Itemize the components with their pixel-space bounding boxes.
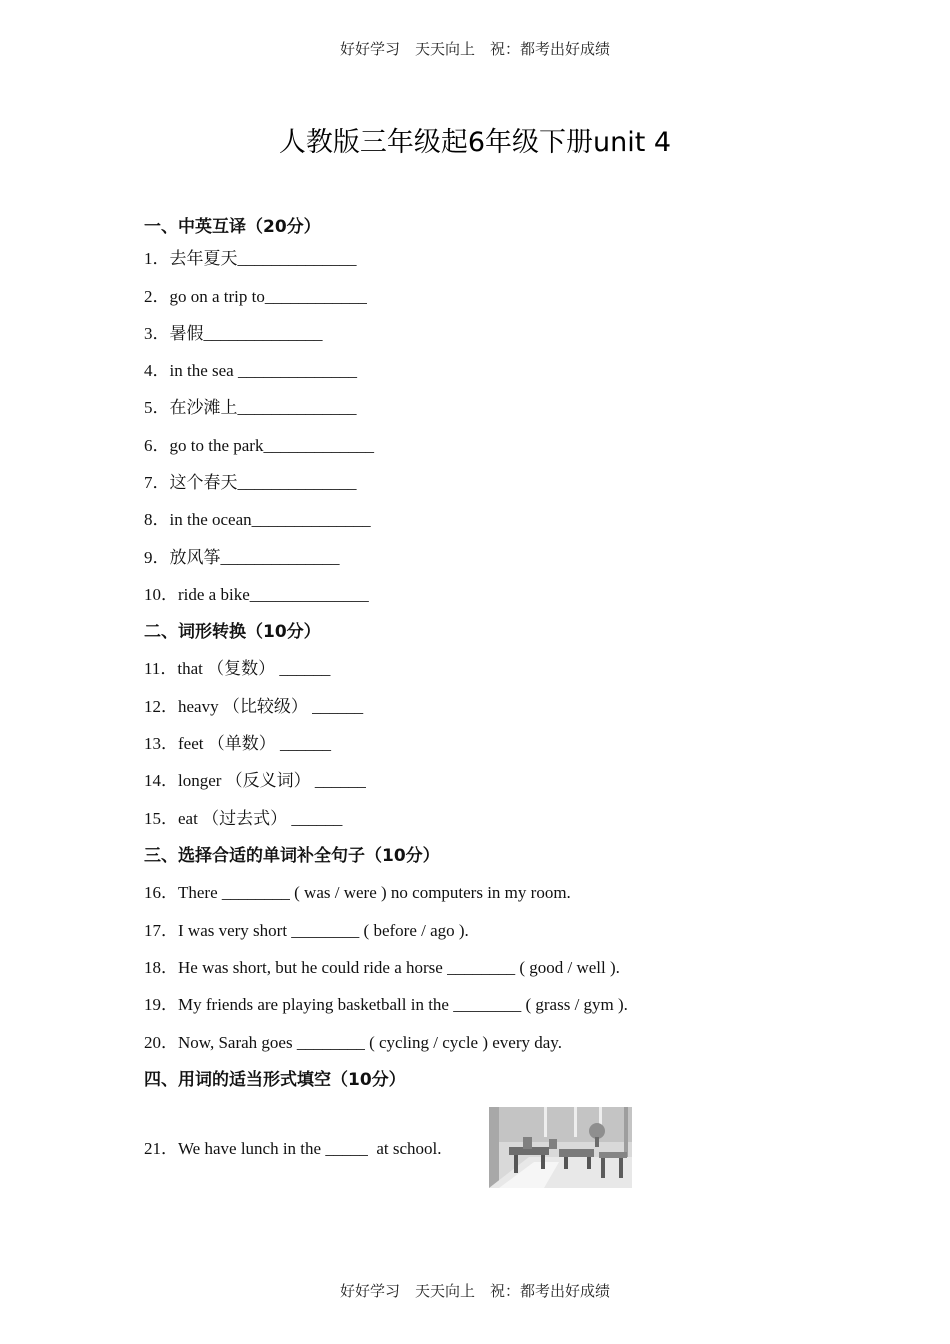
question-item: 17．I was very short ________ ( before / ago ). [144,921,469,940]
dining-hall-picture [489,1107,632,1188]
question-item: 10．ride a bike______________ [144,585,369,604]
question-item: 12．heavy （比较级） ______ [144,697,364,716]
page-header: 好好学习 天天向上 祝：都考出好成绩 [339,40,610,58]
section-heading: 二、词形转换（10分） [144,622,321,642]
question-item: 18．He was short, but he could ride a horse ________ ( good / well ). [144,958,620,977]
question-item: 3．暑假______________ [144,324,323,343]
question-item: 6．go to the park_____________ [144,436,374,455]
question-item: 11．that （复数） ______ [144,659,331,678]
section-heading: 三、选择合适的单词补全句子（10分） [144,846,440,866]
question-item: 4．in the sea ______________ [144,361,357,380]
question-item: 20．Now, Sarah goes ________ ( cycling / cycle ) every day. [144,1033,562,1052]
section-heading: 四、用词的适当形式填空（10分） [144,1070,406,1090]
section-heading: 一、中英互译（20分） [144,217,321,237]
question-item: 21．We have lunch in the _____ at school. [144,1139,442,1158]
page-title: 人教版三年级起6年级下册unit 4 [278,127,672,158]
question-item: 7．这个春天______________ [144,473,357,492]
question-item: 1．去年夏天______________ [144,249,357,268]
question-item: 14．longer （反义词） ______ [144,771,366,790]
question-item: 9．放风筝______________ [144,548,340,567]
question-item: 16．There ________ ( was / were ) no computers in my room. [144,883,571,902]
page-footer: 好好学习 天天向上 祝：都考出好成绩 [339,1282,610,1300]
question-item: 19．My friends are playing basketball in the ________ ( grass / gym ). [144,995,628,1014]
question-item: 13．feet （单数） ______ [144,734,331,753]
question-item: 8．in the ocean______________ [144,510,371,529]
question-item: 15．eat （过去式） ______ [144,809,343,828]
question-item: 5．在沙滩上______________ [144,398,357,417]
question-item: 2．go on a trip to____________ [144,287,367,306]
